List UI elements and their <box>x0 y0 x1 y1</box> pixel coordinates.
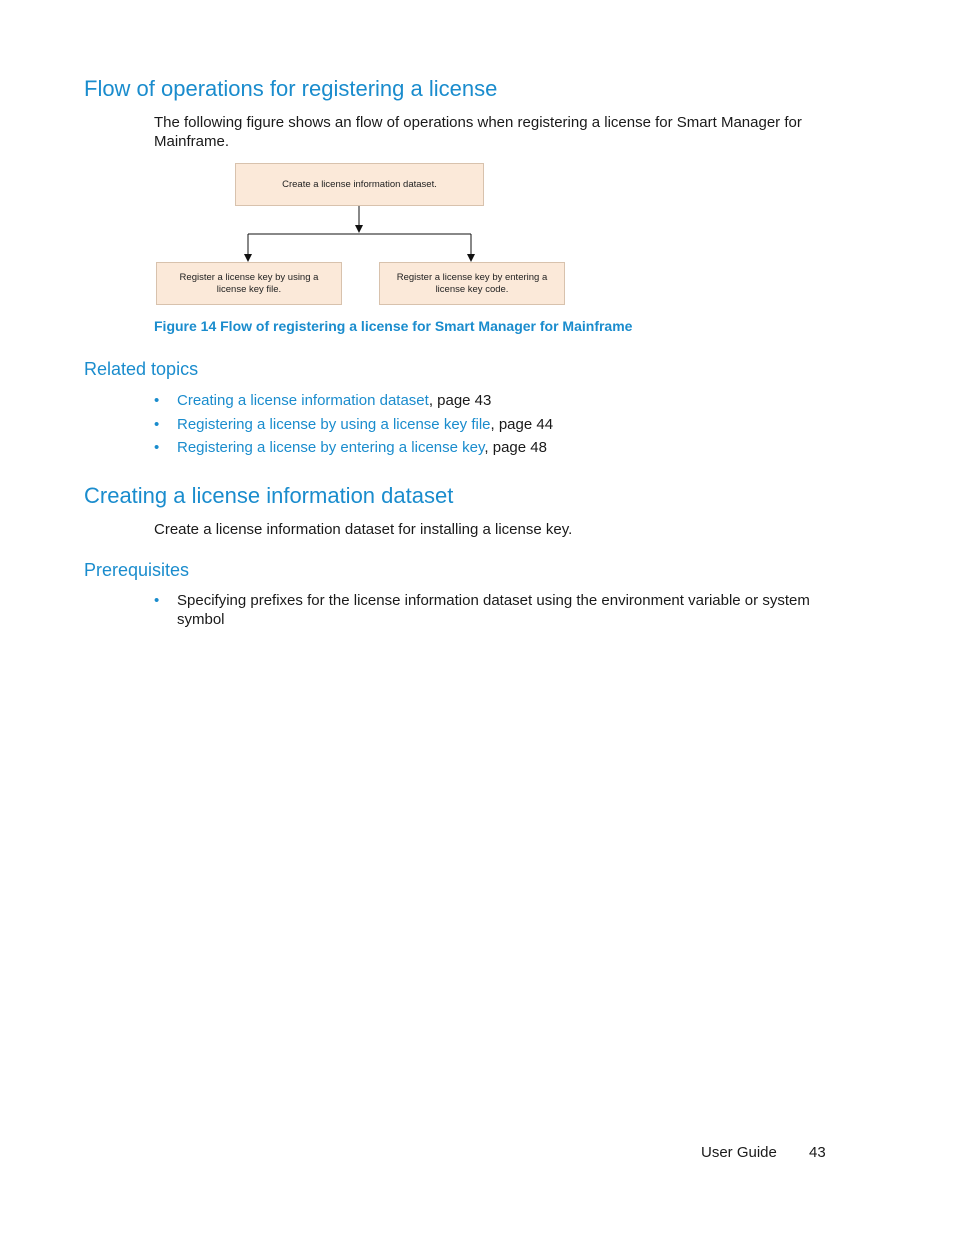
figure-caption: Figure 14 Flow of registering a license for Smart Manager for Mainframe <box>154 318 633 334</box>
diagram-box-register-file: Register a license key by using a license key file. <box>156 262 342 305</box>
creating-intro-text: Create a license information dataset for installing a license key. <box>154 521 573 538</box>
link-register-enter-key[interactable]: Registering a license by entering a license key <box>177 439 485 456</box>
flow-intro-text: The following figure shows an flow of operations when registering a license for Smart Manager for Mainframe. <box>154 114 802 150</box>
list-item <box>154 591 814 629</box>
bullet-icon: • <box>154 592 160 609</box>
prerequisites-heading: Prerequisites <box>84 560 190 580</box>
bullet-icon: • <box>154 392 160 409</box>
related-topics-list <box>154 389 553 460</box>
page-ref: , page 44 <box>490 415 554 433</box>
section-title-creating: Creating a license information dataset <box>84 483 454 508</box>
list-item <box>154 389 553 413</box>
list-item <box>154 436 553 460</box>
link-register-key-file[interactable]: Registering a license by using a license key file <box>177 415 491 433</box>
list-item <box>154 413 553 437</box>
related-topics-heading: Related topics <box>84 359 199 379</box>
bullet-icon: • <box>154 439 160 456</box>
bullet-icon: • <box>154 415 160 433</box>
link-creating-dataset[interactable]: Creating a license information dataset <box>177 392 429 409</box>
footer-guide-label: User Guide <box>701 1144 777 1161</box>
prerequisites-list <box>154 591 814 629</box>
section-title-flow: Flow of operations for registering a license <box>84 76 498 101</box>
prerequisite-text: Specifying prefixes for the license information dataset using the environment variable or system symbol <box>177 592 810 628</box>
diagram-box-create-dataset: Create a license information dataset. <box>235 163 484 206</box>
page-ref: , page 43 <box>428 392 492 409</box>
footer-page-number: 43 <box>809 1144 826 1161</box>
diagram-box-register-code: Register a license key by entering a license key code. <box>379 262 565 305</box>
page-ref: , page 48 <box>484 439 547 456</box>
